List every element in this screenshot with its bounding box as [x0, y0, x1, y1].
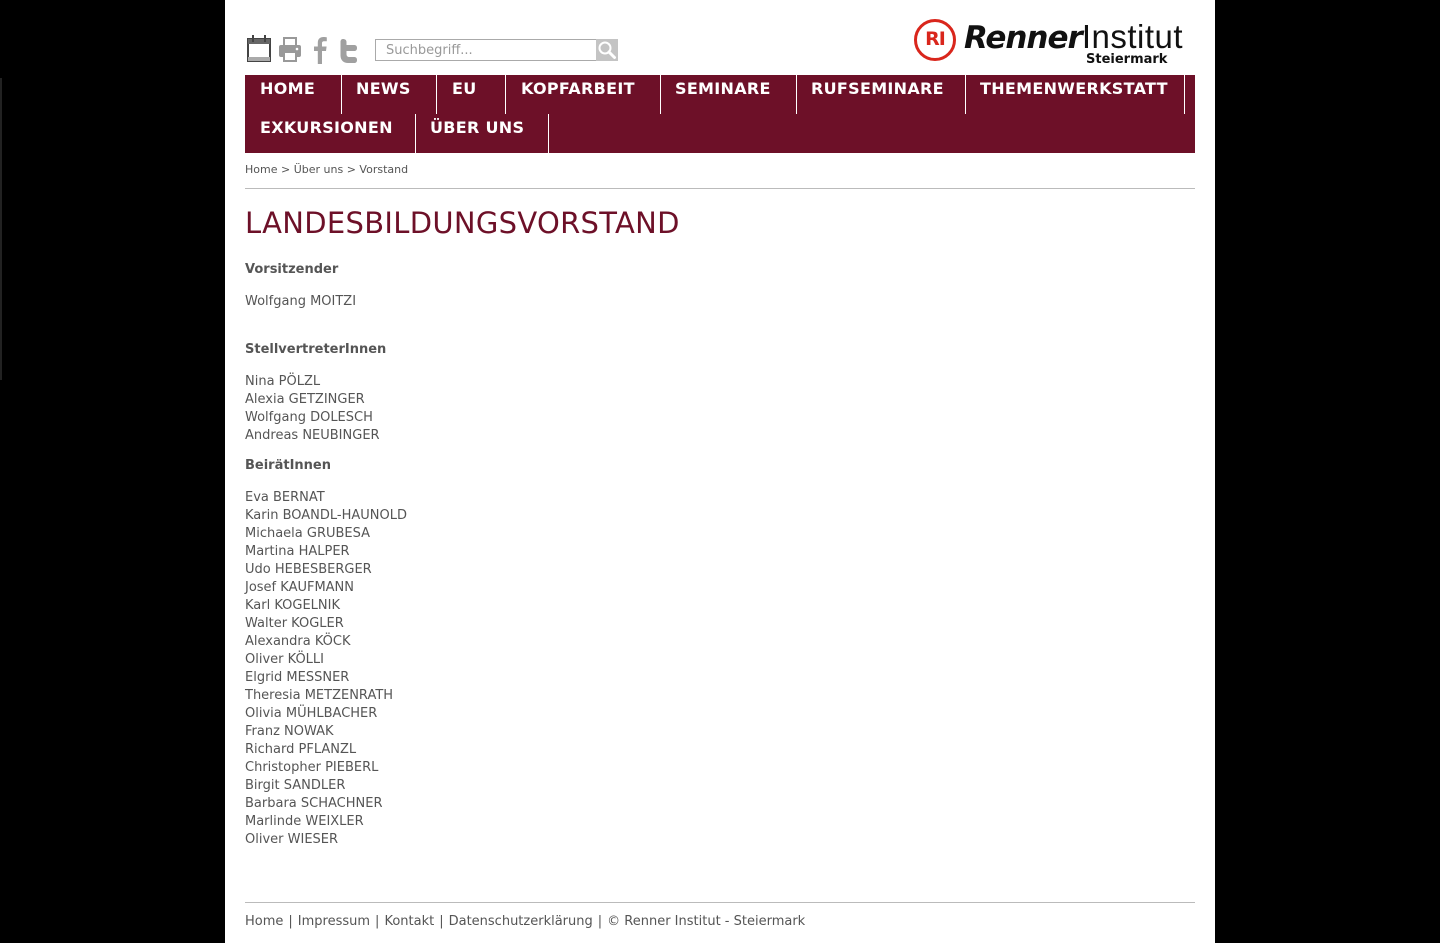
print-icon[interactable]	[276, 33, 304, 65]
list-item: Oliver WIESER	[245, 832, 339, 847]
list-item: Karl KOGELNIK	[245, 598, 341, 613]
twitter-icon[interactable]	[336, 33, 364, 65]
main-nav	[245, 75, 1195, 153]
list-item: Birgit SANDLER	[245, 778, 346, 793]
footer-link-home[interactable]: Home	[245, 914, 284, 929]
list-item: Karin BOANDL-HAUNOLD	[245, 508, 408, 523]
nav-item-rufseminare[interactable]: RUFSEMINARE	[796, 75, 966, 114]
list-item: Marlinde WEIXLER	[245, 814, 364, 829]
list-item: Walter KOGLER	[245, 616, 344, 631]
list-item: Michaela GRUBESA	[245, 526, 371, 541]
breadcrumb-separator: >	[280, 163, 291, 176]
list-item: Martina HALPER	[245, 544, 350, 559]
search-icon	[596, 39, 618, 61]
list-item: Eva BERNAT	[245, 490, 325, 505]
calendar-icon[interactable]	[245, 33, 273, 65]
footer-separator: |	[439, 914, 444, 929]
breadcrumb	[245, 163, 408, 176]
footer-separator: |	[288, 914, 293, 929]
list-item: Olivia MÜHLBACHER	[245, 706, 378, 721]
list-item: Richard PFLANZL	[245, 742, 357, 757]
footer-separator: |	[597, 914, 603, 929]
section-heading-advisors: BeirätInnen	[245, 458, 331, 473]
advisors-list	[245, 489, 407, 849]
breadcrumb-separator: >	[346, 163, 356, 176]
facebook-icon[interactable]	[306, 33, 334, 65]
nav-item-seminare[interactable]: SEMINARE	[660, 75, 797, 114]
footer	[245, 914, 805, 929]
list-item: Alexia GETZINGER	[245, 392, 365, 407]
logo-wordmark: RennerInstitut	[964, 18, 1184, 56]
nav-item-kopfarbeit[interactable]: KOPFARBEIT	[506, 75, 661, 114]
nav-item-ueber-uns[interactable]: ÜBER UNS	[415, 114, 549, 153]
nav-item-exkursionen[interactable]: EXKURSIONEN	[245, 114, 416, 153]
list-item: Alexandra KÖCK	[245, 634, 351, 649]
page	[225, 0, 1215, 943]
list-item: Theresia METZENRATH	[245, 688, 394, 703]
section-heading-chair: Vorsitzender	[245, 262, 339, 277]
nav-item-eu[interactable]: EU	[437, 75, 506, 114]
list-item: Andreas NEUBINGER	[245, 428, 380, 443]
logo-subtitle: Steiermark	[1086, 52, 1168, 67]
list-item: Franz NOWAK	[245, 724, 334, 739]
list-item: Oliver KÖLLI	[245, 652, 324, 667]
logo[interactable]	[914, 17, 1197, 67]
nav-item-home[interactable]: HOME	[245, 75, 342, 114]
list-item: Christopher PIEBERL	[245, 760, 379, 775]
search-input[interactable]	[375, 39, 596, 61]
window-edge-line	[0, 78, 2, 380]
list-item: Wolfgang MOITZI	[245, 294, 357, 309]
breadcrumb-current: Vorstand	[359, 163, 409, 176]
search-button[interactable]	[596, 39, 618, 61]
deputies-list	[245, 373, 380, 445]
footer-link-kontakt[interactable]: Kontakt	[384, 914, 435, 929]
list-item: Udo HEBESBERGER	[245, 562, 372, 577]
section-heading-deputies: StellvertreterInnen	[245, 342, 387, 357]
logo-mark: RI	[914, 19, 956, 61]
divider	[245, 188, 1195, 189]
footer-separator: |	[375, 914, 380, 929]
footer-divider	[245, 902, 1195, 903]
list-item: Wolfgang DOLESCH	[245, 410, 373, 425]
footer-link-impressum[interactable]: Impressum	[297, 914, 371, 929]
breadcrumb-ueber-uns[interactable]: Über uns	[293, 163, 344, 176]
footer-link-datenschutz[interactable]: Datenschutzerklärung	[448, 914, 593, 929]
breadcrumb-home[interactable]: Home	[245, 163, 278, 176]
list-item: Barbara SCHACHNER	[245, 796, 383, 811]
nav-item-themenwerkstatt[interactable]: THEMENWERKSTATT	[965, 75, 1185, 114]
footer-copyright: © Renner Institut - Steiermark	[607, 914, 806, 929]
list-item: Josef KAUFMANN	[245, 580, 355, 595]
list-item: Elgrid MESSNER	[245, 670, 350, 685]
page-title: LANDESBILDUNGSVORSTAND	[245, 206, 680, 240]
chair-list	[245, 293, 356, 311]
nav-item-news[interactable]: NEWS	[341, 75, 437, 114]
list-item: Nina PÖLZL	[245, 374, 321, 389]
search-box	[375, 39, 618, 61]
